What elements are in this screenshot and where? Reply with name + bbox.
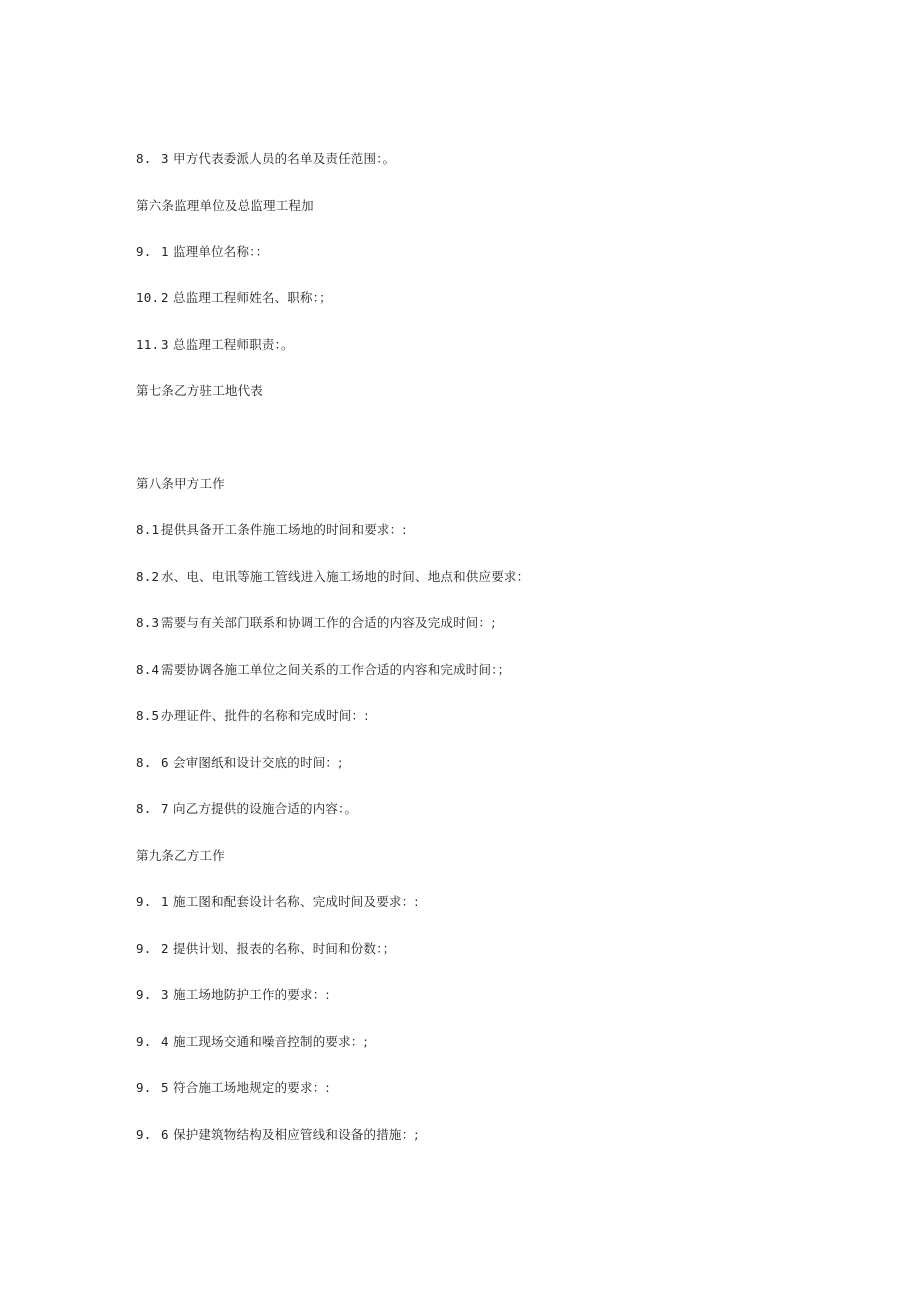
clause-text: 提供计划、报表的名称、时间和份数：；	[173, 941, 396, 956]
article-heading-text: 第八条甲方工作	[136, 476, 225, 491]
clause-text: 需要与有关部门联系和协调工作的合适的内容及完成时间：;	[161, 615, 496, 630]
clause-subnumber: 3	[161, 987, 169, 1002]
clause-10-2	[136, 288, 332, 308]
clause-8-3	[136, 149, 395, 169]
clause-text: 保护建筑物结构及相应管线和设备的措施：;	[173, 1127, 419, 1142]
clause-text: 施工图和配套设计名称、完成时间及要求：:	[173, 894, 419, 909]
clause-subnumber: 3	[161, 337, 169, 352]
clause-8-6	[136, 753, 343, 773]
clause-text: 需要协调各施工单位之间关系的工作合适的内容和完成时间：；	[161, 662, 511, 677]
clause-number: 8.1	[136, 522, 160, 537]
clause-number: 11.	[136, 337, 160, 352]
clause-9-2	[136, 939, 395, 959]
clause-text: 甲方代表委派人员的名单及责任范围：。	[173, 151, 396, 166]
clause-subnumber: 3	[161, 151, 169, 166]
clause-text: 会审图纸和设计交底的时间：;	[173, 755, 343, 770]
article-heading-text: 第七条乙方驻工地代表	[136, 383, 264, 398]
clause-number: 8.	[136, 151, 152, 166]
clause-subnumber: 7	[161, 801, 169, 816]
clause-8-3-b	[136, 613, 496, 633]
clause-subnumber: 5	[161, 1080, 169, 1095]
clause-9-6	[136, 1125, 419, 1145]
clause-number: 9.	[136, 987, 152, 1002]
clause-number: 8.2	[136, 569, 160, 584]
article-8-heading	[136, 474, 225, 494]
clause-text: 提供具备开工条件施工场地的时间和要求：:	[161, 522, 407, 537]
clause-8-7	[136, 799, 357, 819]
clause-subnumber: 6	[161, 755, 169, 770]
clause-number: 8.3	[136, 615, 160, 630]
clause-subnumber: 1	[161, 894, 169, 909]
clause-8-2	[136, 567, 529, 587]
clause-text: 符合施工场地规定的要求：:	[173, 1080, 330, 1095]
clause-number: 9.	[136, 244, 152, 259]
clause-text: 办理证件、批件的名称和完成时间：:	[161, 708, 369, 723]
clause-9-5	[136, 1078, 330, 1098]
clause-number: 9.	[136, 1080, 152, 1095]
clause-9-1-supervisor	[136, 242, 268, 262]
article-heading-text: 第六条监理单位及总监理工程加	[136, 198, 314, 213]
article-6-heading	[136, 196, 314, 216]
clause-9-3	[136, 985, 330, 1005]
clause-text: 监理单位名称：：	[173, 244, 269, 259]
clause-subnumber: 1	[161, 244, 169, 259]
clause-text: 施工现场交通和噪音控制的要求：;	[173, 1034, 368, 1049]
clause-subnumber: 2	[161, 941, 169, 956]
article-heading-text: 第九条乙方工作	[136, 848, 225, 863]
clause-text: 施工场地防护工作的要求：:	[173, 987, 330, 1002]
clause-text: 总监理工程师职责：。	[173, 337, 294, 352]
clause-number: 10.	[136, 290, 160, 305]
clause-9-1	[136, 892, 419, 912]
clause-text: 向乙方提供的设施合适的内容：。	[173, 801, 358, 816]
clause-text: 水、电、电讯等施工管线进入施工场地的时间、地点和供应要求：	[161, 569, 530, 584]
clause-9-4	[136, 1032, 368, 1052]
clause-number: 9.	[136, 894, 152, 909]
clause-number: 9.	[136, 1127, 152, 1142]
clause-subnumber: 4	[161, 1034, 169, 1049]
clause-number: 8.5	[136, 708, 160, 723]
clause-subnumber: 6	[161, 1127, 169, 1142]
clause-number: 8.4	[136, 662, 160, 677]
clause-8-1	[136, 520, 407, 540]
clause-subnumber: 2	[161, 290, 169, 305]
clause-8-5	[136, 706, 369, 726]
clause-number: 8.	[136, 801, 152, 816]
clause-number: 8.	[136, 755, 152, 770]
clause-text: 总监理工程师姓名、职称：；	[173, 290, 332, 305]
article-9-heading	[136, 846, 225, 866]
clause-number: 9.	[136, 941, 152, 956]
article-7-heading	[136, 381, 263, 401]
clause-8-4	[136, 660, 510, 680]
clause-number: 9.	[136, 1034, 152, 1049]
clause-11-3	[136, 335, 294, 355]
